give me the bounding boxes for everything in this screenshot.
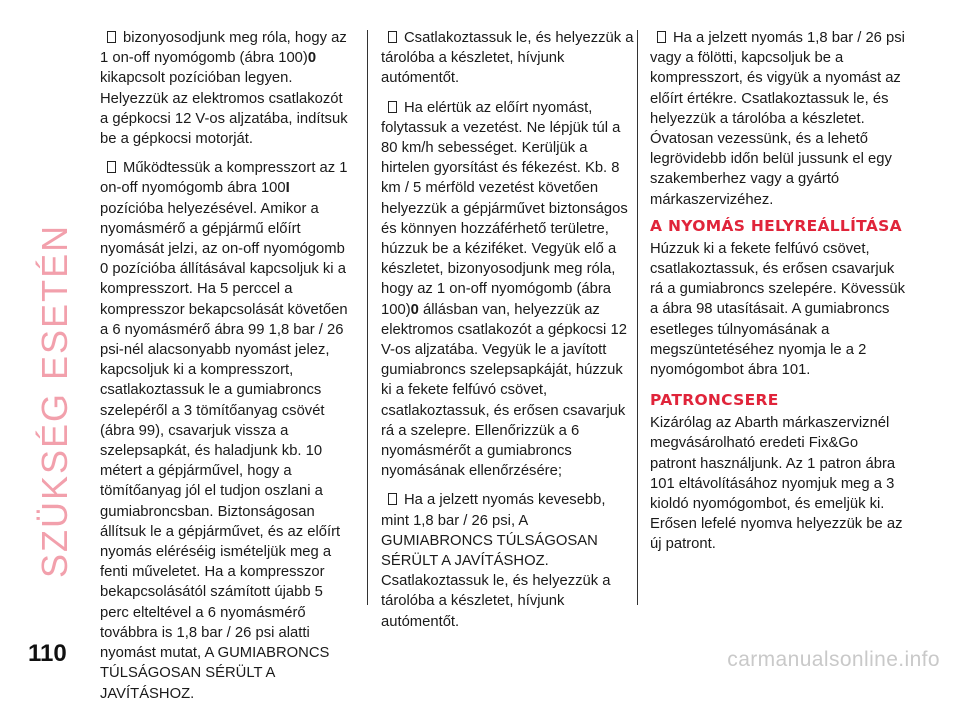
paragraph-text: Csatlakoztassuk le, és helyezzük a tárolóba a készletet, hívjunk autómentőt.: [381, 30, 634, 87]
paragraph: [650, 28, 905, 210]
paragraph-text: kikapcsolt pozícióban legyen. Helyezzük az elektromos csatlakozót a gépkocsi 12 V-os aljzatába, indítsuk be a gépkocsi motorját.: [100, 70, 348, 148]
on-off-symbol: I: [285, 180, 290, 197]
bullet-icon: [657, 31, 666, 43]
column-divider: [367, 30, 368, 605]
paragraph-text: Ha a jelzett nyomás kevesebb, mint 1,8 bar / 26 psi, A GUMIABRONCS TÚLSÁGOSAN SÉRÜLT A JAVÍTÁSHOZ. Csatlakoztassuk le, és helyezzük a tárolóba a készletet, hívjunk autómentőt.: [381, 492, 611, 630]
paragraph: [100, 158, 352, 703]
section-title: [28, 26, 78, 586]
section-title-text: SZÜKSÉG ESETÉN: [34, 223, 75, 578]
paragraph-text: Ha a jelzett nyomás 1,8 bar / 26 psi vagy a fölötti, kapcsoljuk be a kompresszort, és vigyük a nyomást az előírt értékre. Csatlakoztassuk le, és helyezzük a tárolóba a készletet. Óvatosan vezessünk, és a lehető legrövidebb időn belül jussunk el egy szakemberhez vagy a gyártó márkaszervizéhez.: [650, 30, 905, 208]
paragraph: [100, 28, 352, 149]
column-1: [100, 28, 352, 704]
column-3: [650, 28, 905, 555]
column-2: [381, 28, 635, 632]
paragraph-text: Ha elértük az előírt nyomást, folytassuk a vezetést. Ne lépjük túl a 80 km/h sebességet. Kerüljük a hirtelen gyorsítást és fékezést. Kb. 8 km / 5 mérföld vezetést követően helyezzük a gépjárművet biztonságos és könnyen hozzáférhető területre, húzzuk be a kéziféket. Vegyük elő a készletet, bizonyosodjunk meg róla, hogy az 1 on-off nyomógomb (ábra 100): [381, 99, 628, 318]
heading-pressure-restore: A NYOMÁS HELYREÁLLÍTÁSA: [650, 216, 902, 235]
paragraph: [381, 98, 635, 482]
column-divider: [637, 30, 638, 605]
bullet-icon: [388, 101, 397, 113]
paragraph-text: Működtessük a kompresszort az 1 on-off nyomógomb ábra 100: [100, 160, 348, 197]
bullet-icon: [388, 493, 397, 505]
paragraph: Kizárólag az Abarth márkaszerviznél megvásárolható eredeti Fix&Go patront használjunk. Az 1 patron ábra 101 eltávolításához nyomjuk meg a 3 kioldó nyomógombot, és emeljük ki. Erősen lefelé nyomva helyezzük be az új patront.: [650, 415, 903, 553]
paragraph: Húzzuk ki a fekete felfúvó csövet, csatlakoztassuk, és erősen csavarjuk rá a gumiabroncs szelepére. Kövessük a ábra 98 utasításait. A gumiabroncs esetleges túlnyomásának a megszüntetéséhez nyomja le a 2 nyomógombot ábra 101.: [650, 240, 905, 379]
page-number: 110: [28, 640, 67, 667]
paragraph-text: állásban van, helyezzük az elektromos csatlakozót a gépkocsi 12 V-os aljzatába. Vegyük le a javított gumiabroncs szelepsapkáját, húzzuk ki a fekete felfúvó csövet, csatlakoztassuk, és erősen csavarjuk rá a szelepre. Ellenőrizzük a 6 nyomásmérőt a gumiabroncs nyomásának ellenőrzésére;: [381, 301, 627, 480]
watermark: carmanualsonline.info: [727, 648, 940, 671]
paragraph-text: pozícióba helyezésével. Amikor a nyomásmérő a gépjármű előírt nyomását jelzi, az on-off nyomógomb 0 pozícióba állításával kapcsoljuk ki a kompresszort. Ha 5 perccel a kompresszor bekapcsolását követően a 6 nyomásmérő ábra 99 1,8 bar / 26 psi-nél alacsonyabb nyomást jelez, kapcsoljuk ki a kompresszort, csatlakoztassuk le a gumiabroncs szelepéről a 3 tömítőanyag csövét (ábra 99), csavarjuk vissza a szelepsapkát, és haladjunk kb. 10 métert a gépjárművel, hogy a tömítőanyag jól el tudjon oszlani a gumiabroncsban. Biztonságosan állítsuk le a gépjárművet, és az előírt nyomás eléréséig ismételjük meg a fenti műveletet. Ha a kompresszor bekapcsolásától számított újabb 5 perc elteltével a 6 nyomásmérő továbbra is 1,8 bar / 26 psi alatti nyomást mutat, A GUMIABRONCS TÚLSÁGOSAN SÉRÜLT A JAVÍTÁSHOZ.: [100, 200, 348, 702]
bullet-icon: [388, 31, 397, 43]
paragraph: [381, 490, 635, 631]
bullet-icon: [107, 161, 116, 173]
on-off-symbol: 0: [410, 301, 419, 318]
on-off-symbol: 0: [307, 50, 317, 67]
paragraph-text: bizonyosodjunk meg róla, hogy az 1 on-off nyomógomb (ábra 100): [100, 30, 347, 67]
bullet-icon: [107, 31, 116, 43]
paragraph: [381, 28, 635, 89]
heading-cartridge-replacement: PATRONCSERE: [650, 391, 779, 410]
